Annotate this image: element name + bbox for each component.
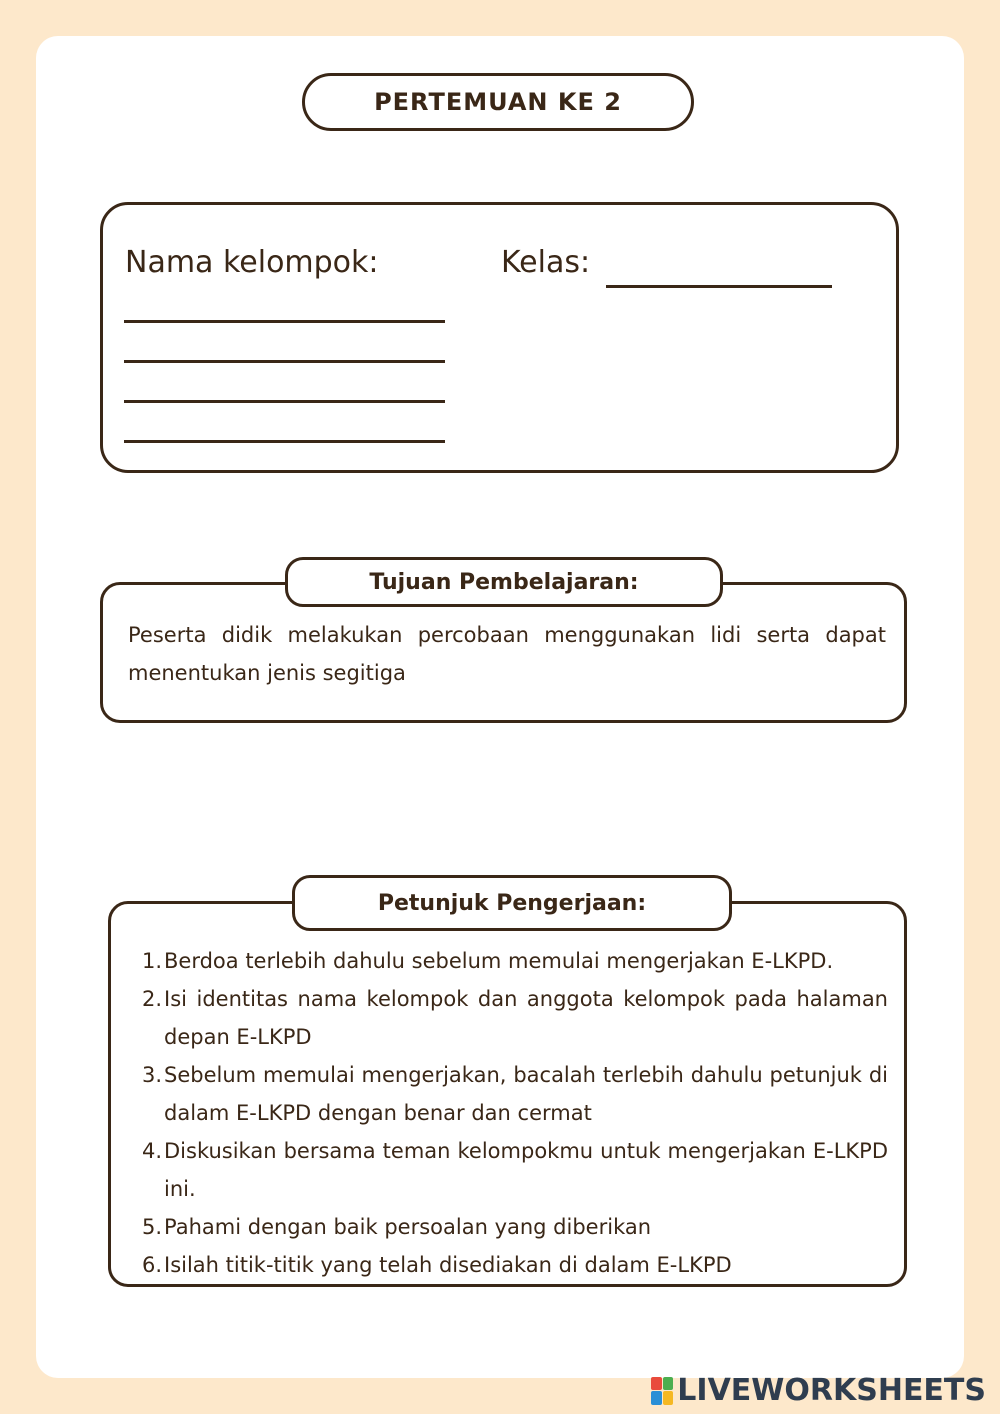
step-number: 1. [141,949,162,973]
learning-goal-heading: Tujuan Pembelajaran: [285,557,723,607]
step-text: Berdoa terlebih dahulu sebelum memulai mengerjakan E-LKPD. [164,949,834,973]
list-item [136,1132,888,1208]
instructions-heading: Petunjuk Pengerjaan: [292,875,732,931]
learning-goal-text: Peserta didik melakukan percobaan menggunakan lidi serta dapat menentukan jenis segitiga [128,623,886,685]
list-item [136,1246,888,1284]
group-name-label: Nama kelompok: [125,245,379,280]
step-number: 4. [141,1139,162,1163]
step-text: Isilah titik-titik yang telah disediakan di dalam E-LKPD [164,1253,732,1277]
identity-box [100,202,899,473]
step-text: Diskusikan bersama teman kelompokmu untuk mengerjakan E-LKPD ini. [164,1139,888,1201]
step-text: Sebelum memulai mengerjakan, bacalah terlebih dahulu petunjuk di dalam E-LKPD dengan benar dan cermat [164,1063,888,1125]
group-member-line-1[interactable] [124,320,445,323]
list-item [136,1056,888,1132]
step-number: 5. [141,1215,162,1239]
instructions-list [136,942,888,1284]
page-title: PERTEMUAN KE 2 [302,73,694,131]
step-number: 2. [141,987,162,1011]
group-member-line-4[interactable] [124,440,445,443]
group-member-line-3[interactable] [124,400,445,403]
liveworksheets-watermark [651,1373,986,1408]
step-number: 6. [141,1253,162,1277]
list-item [136,980,888,1056]
step-text: Isi identitas nama kelompok dan anggota kelompok pada halaman depan E-LKPD [164,987,888,1049]
step-text: Pahami dengan baik persoalan yang diberikan [164,1215,652,1239]
liveworksheets-logo-icon [651,1377,673,1405]
class-input-line[interactable] [606,285,832,288]
class-label: Kelas: [501,245,591,280]
list-item [136,942,888,980]
group-member-line-2[interactable] [124,360,445,363]
list-item [136,1208,888,1246]
watermark-text: LIVEWORKSHEETS [677,1373,986,1408]
step-number: 3. [141,1063,162,1087]
